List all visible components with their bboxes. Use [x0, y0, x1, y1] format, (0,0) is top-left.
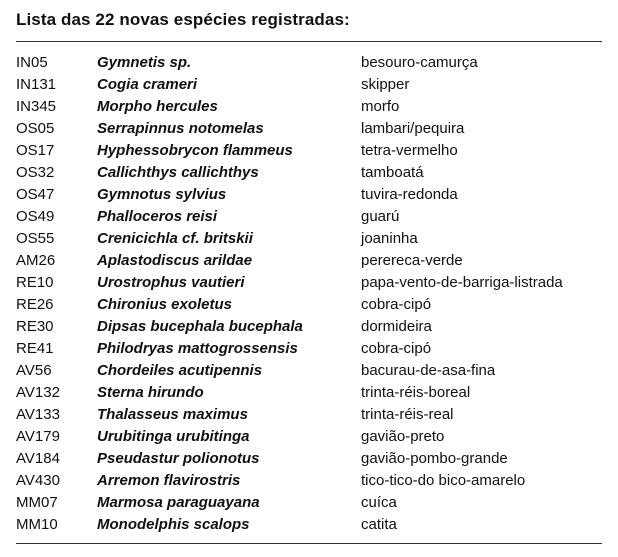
bottom-divider — [16, 543, 602, 544]
species-row — [16, 118, 602, 140]
species-scientific-name: Dipsas bucephala bucephala — [97, 318, 303, 335]
species-row — [16, 360, 602, 382]
species-code: MM07 — [16, 494, 58, 511]
species-row — [16, 294, 602, 316]
species-row — [16, 470, 602, 492]
species-scientific-name: Morpho hercules — [97, 98, 218, 115]
species-code: RE41 — [16, 340, 54, 357]
species-row — [16, 162, 602, 184]
species-scientific-name: Gymnetis sp. — [97, 54, 192, 71]
species-code: MM10 — [16, 516, 58, 533]
species-row — [16, 382, 602, 404]
species-row — [16, 206, 602, 228]
species-scientific-name: Sterna hirundo — [97, 384, 204, 401]
species-code: RE10 — [16, 274, 54, 291]
species-scientific-name: Callichthys callichthys — [97, 164, 259, 181]
species-row — [16, 74, 602, 96]
species-code: AV133 — [16, 406, 60, 423]
species-scientific-name: Philodryas mattogrossensis — [97, 340, 298, 357]
species-scientific-name: Chordeiles acutipennis — [97, 362, 263, 379]
species-row — [16, 250, 602, 272]
species-row — [16, 404, 602, 426]
top-divider — [16, 41, 602, 42]
species-row — [16, 338, 602, 360]
species-common-name: bacurau-de-asa-fina — [361, 362, 496, 379]
species-common-name: lambari/pequira — [361, 120, 465, 137]
species-common-name: tico-tico-do bico-amarelo — [361, 472, 526, 489]
species-row — [16, 492, 602, 514]
species-scientific-name: Cogia crameri — [97, 76, 198, 93]
species-code: OS49 — [16, 208, 55, 225]
species-common-name: gavião-pombo-grande — [361, 450, 508, 467]
species-code: AV184 — [16, 450, 60, 467]
species-row — [16, 448, 602, 470]
species-row — [16, 184, 602, 206]
species-code: RE30 — [16, 318, 54, 335]
species-code: AV179 — [16, 428, 60, 445]
species-code: OS17 — [16, 142, 55, 159]
species-scientific-name: Chironius exoletus — [97, 296, 233, 313]
species-scientific-name: Arremon flavirostris — [97, 472, 241, 489]
species-code: RE26 — [16, 296, 54, 313]
species-row — [16, 52, 602, 74]
species-scientific-name: Phalloceros reisi — [97, 208, 218, 225]
species-common-name: tamboatá — [361, 164, 424, 181]
species-common-name: besouro-camurça — [361, 54, 478, 71]
species-code: OS55 — [16, 230, 55, 247]
species-code: IN131 — [16, 76, 57, 93]
species-common-name: joaninha — [361, 230, 418, 247]
species-row — [16, 96, 602, 118]
species-common-name: gavião-preto — [361, 428, 445, 445]
species-row — [16, 140, 602, 162]
species-common-name: cobra-cipó — [361, 296, 432, 313]
species-code: IN05 — [16, 54, 48, 71]
species-row — [16, 228, 602, 250]
species-scientific-name: Urubitinga urubitinga — [97, 428, 250, 445]
species-scientific-name: Hyphessobrycon flammeus — [97, 142, 293, 159]
species-common-name: cuíca — [361, 494, 397, 511]
species-common-name: cobra-cipó — [361, 340, 432, 357]
species-common-name: catita — [361, 516, 397, 533]
species-common-name: tuvira-redonda — [361, 186, 458, 203]
species-common-name: skipper — [361, 76, 410, 93]
species-row — [16, 316, 602, 338]
species-code: AV56 — [16, 362, 52, 379]
species-common-name: trinta-réis-real — [361, 406, 454, 423]
species-row — [16, 514, 602, 536]
species-code: OS05 — [16, 120, 55, 137]
species-code: OS32 — [16, 164, 55, 181]
species-scientific-name: Gymnotus sylvius — [97, 186, 227, 203]
species-code: AV132 — [16, 384, 60, 401]
species-row — [16, 426, 602, 448]
species-scientific-name: Marmosa paraguayana — [97, 494, 260, 511]
species-scientific-name: Crenicichla cf. britskii — [97, 230, 253, 247]
species-scientific-name: Aplastodiscus arildae — [97, 252, 253, 269]
species-table — [16, 52, 602, 536]
species-common-name: trinta-réis-boreal — [361, 384, 471, 401]
species-common-name: papa-vento-de-barriga-listrada — [361, 274, 563, 291]
species-common-name: perereca-verde — [361, 252, 463, 269]
list-title: Lista das 22 novas espécies registradas: — [16, 10, 350, 29]
species-row — [16, 272, 602, 294]
species-common-name: dormideira — [361, 318, 432, 335]
species-scientific-name: Monodelphis scalops — [97, 516, 250, 533]
species-code: OS47 — [16, 186, 55, 203]
species-scientific-name: Urostrophus vautieri — [97, 274, 245, 291]
species-scientific-name: Thalasseus maximus — [97, 406, 248, 423]
species-code: IN345 — [16, 98, 57, 115]
species-code: AV430 — [16, 472, 60, 489]
species-common-name: guarú — [361, 208, 400, 225]
species-code: AM26 — [16, 252, 56, 269]
species-common-name: morfo — [361, 98, 400, 115]
species-scientific-name: Serrapinnus notomelas — [97, 120, 264, 137]
species-scientific-name: Pseudastur polionotus — [97, 450, 260, 467]
species-common-name: tetra-vermelho — [361, 142, 458, 159]
